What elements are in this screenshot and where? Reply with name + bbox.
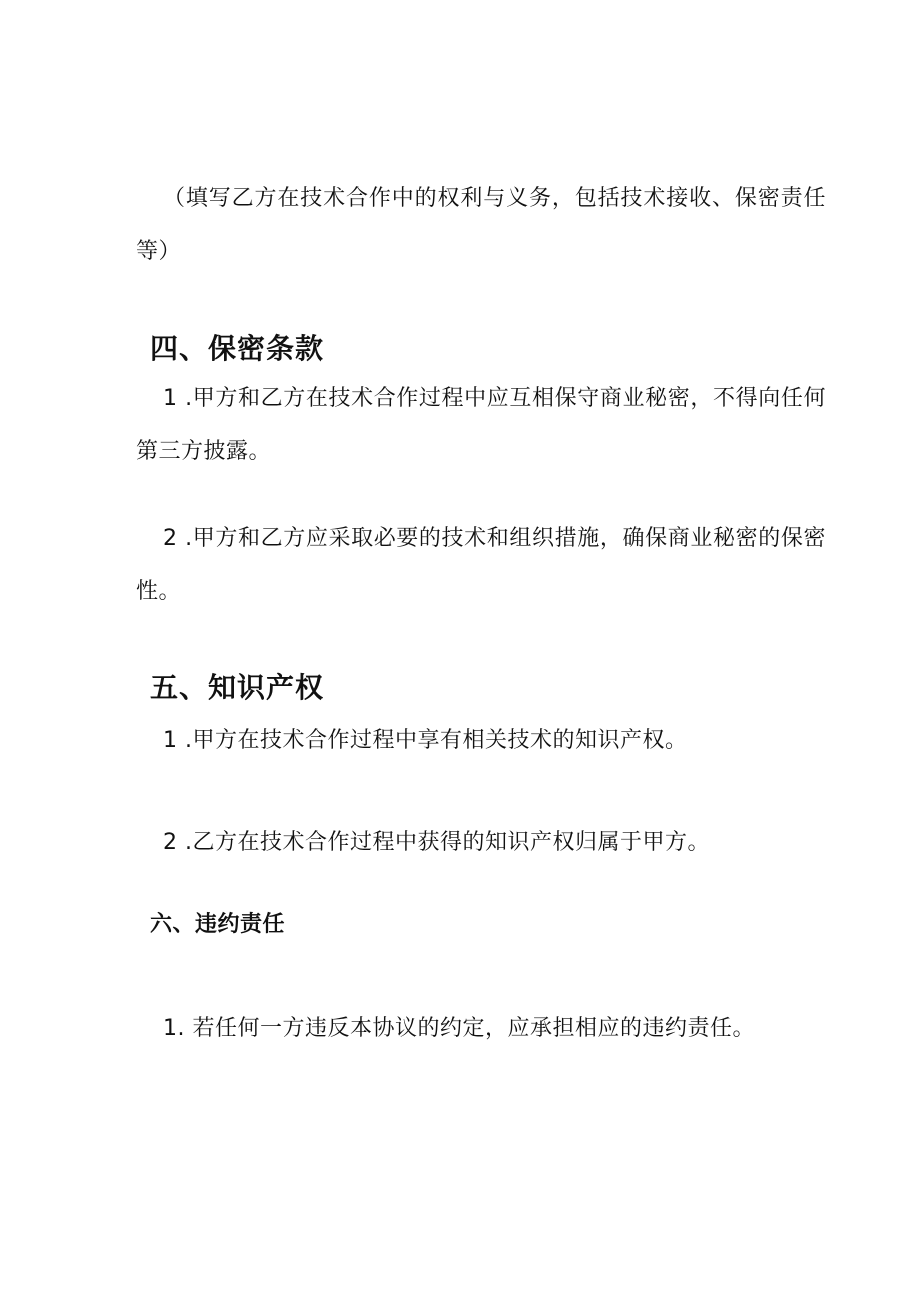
- ip-clause-1: 1 .甲方在技术合作过程中享有相关技术的知识产权。: [163, 728, 688, 753]
- liability-clause-1: 1. 若任何一方违反本协议的约定，应承担相应的违约责任。: [163, 1016, 755, 1041]
- section-heading-confidentiality: 四、保密条款: [150, 332, 325, 365]
- confidentiality-clause-2: 2 .甲方和乙方应采取必要的技术和组织措施，确保商业秘密的保密性。: [136, 526, 826, 604]
- ip-clause-2: 2 .乙方在技术合作过程中获得的知识产权归属于甲方。: [163, 830, 710, 855]
- section-heading-ip: 五、知识产权: [150, 671, 325, 704]
- section-heading-liability: 六、违约责任: [150, 912, 286, 937]
- confidentiality-clause-1: 1 .甲方和乙方在技术合作过程中应互相保守商业秘密，不得向任何第三方披露。: [136, 386, 826, 464]
- intro-note: （填写乙方在技术合作中的权利与义务，包括技术接收、保密责任等）: [136, 186, 826, 264]
